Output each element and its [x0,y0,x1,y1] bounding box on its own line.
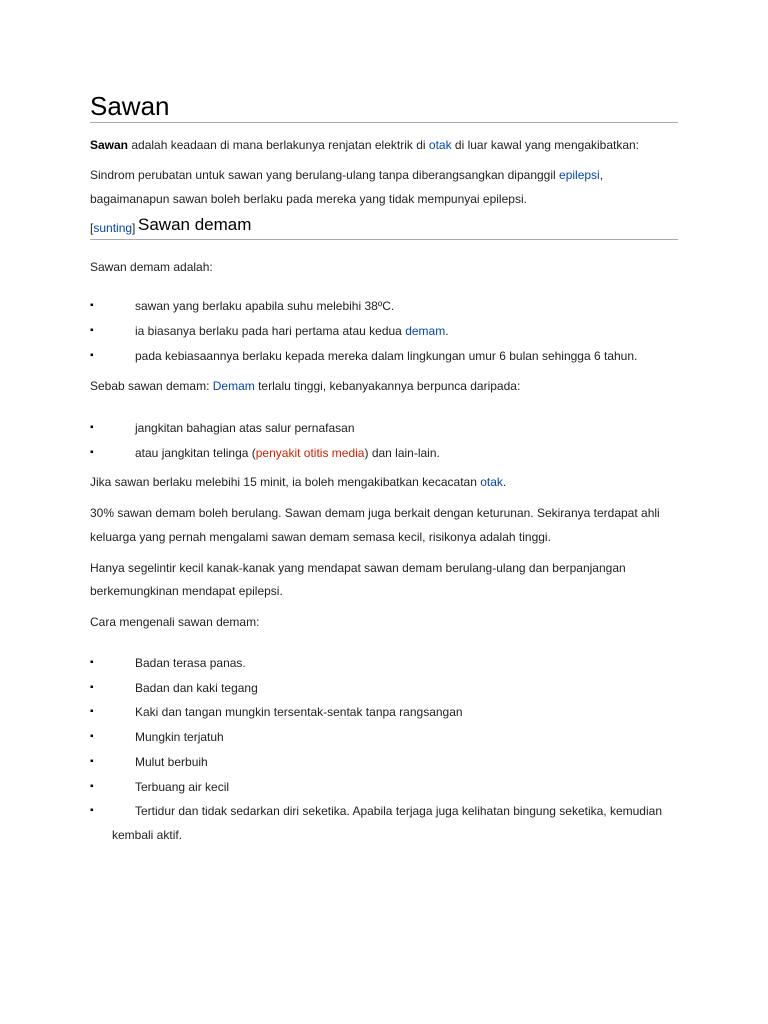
sebab-text: Sebab sawan demam: [90,379,213,393]
bullet: ▪ [90,350,94,361]
bullet: ▪ [90,781,94,792]
bullet: ▪ [90,422,94,433]
recurrence-line-2: keluarga yang pernah mengalami sawan demam semasa kecil, risikonya adalah tinggi. [90,530,551,544]
demam-intro: Sawan demam adalah: [90,260,213,274]
hanya-line-1: Hanya segelintir kecil kanak-kanak yang mendapat sawan demam berulang-ulang dan berpanjangan [90,561,626,575]
edit-bracket-open: [ [90,221,94,235]
list-item: Kaki dan tangan mungkin tersentak-sentak tanpa rangsangan [135,705,463,719]
list-item: Terbuang air kecil [135,780,230,794]
list-item-continuation: kembali aktif. [112,828,183,842]
list-item [135,322,449,340]
syndrome-line-2: bagaimanapun sawan boleh berlaku pada mereka yang tidak mempunyai epilepsi. [90,192,527,206]
bullet: ▪ [90,657,94,668]
page-title: Sawan [90,90,678,123]
epilepsi-link[interactable]: epilepsi [559,168,600,182]
otak-link[interactable]: otak [428,138,452,152]
list-item: Mungkin terjatuh [135,730,224,744]
syndrome-line-1 [90,166,603,184]
recurrence-line-1: 30% sawan demam boleh berulang. Sawan demam juga berkait dengan keturunan. Sekiranya terdapat ahli [90,506,660,520]
jika-text: Jika sawan berlaku melebihi 15 minit, ia boleh mengakibatkan kecacatan [90,475,481,489]
section-title: Sawan demam [138,215,252,234]
edit-section-link[interactable]: sunting [93,221,133,235]
cara-paragraph: Cara mengenali sawan demam: [90,615,260,629]
hanya-line-2: berkemungkinan mendapat epilepsi. [90,584,283,598]
list-item: sawan yang berlaku apabila suhu melebihi 38ºC. [135,299,395,313]
intro-text: adalah keadaan di mana berlakunya renjatan elektrik di [128,138,429,152]
bullet: ▪ [90,325,94,336]
jika-paragraph [90,473,506,491]
jika-period: . [502,475,507,489]
syndrome-comma: , [599,168,604,182]
bullet: ▪ [90,300,94,311]
bullet: ▪ [90,706,94,717]
intro-paragraph [90,136,639,154]
intro-bold-term: Sawan [90,138,129,152]
edit-bracket-close: ] [132,221,136,235]
otak-link-2[interactable]: otak [480,475,503,489]
edit-section [90,221,135,235]
bullet: ▪ [90,756,94,767]
intro-text-end: di luar kawal yang mengakibatkan: [451,138,640,152]
list-item: pada kebiasaannya berlaku kepada mereka dalam lingkungan umur 6 bulan sehingga 6 tahun. [135,349,638,363]
list-item: jangkitan bahagian atas salur pernafasan [135,421,355,435]
list-item-text: atau jangkitan telinga ( [135,446,256,460]
list-item-text: ia biasanya berlaku pada hari pertama atau kedua [135,324,406,338]
bullet: ▪ [90,682,94,693]
list-item: Tertidur dan tidak sedarkan diri seketika. Apabila terjaga juga kelihatan bingung seketika, kemudian [135,804,662,818]
bullet: ▪ [90,731,94,742]
list-item: Mulut berbuih [135,755,208,769]
bullet: ▪ [90,447,94,458]
list-item [135,444,440,462]
sebab-paragraph [90,377,520,395]
section-heading [90,214,678,240]
list-item-period: . [445,324,449,338]
list-item-text-end: ) dan lain-lain. [364,446,440,460]
syndrome-text: Sindrom perubatan untuk sawan yang berulang-ulang tanpa diberangsangkan dipanggil [90,168,560,182]
list-item: Badan dan kaki tegang [135,681,258,695]
bullet: ▪ [90,805,94,816]
demam-link[interactable]: demam [405,324,446,338]
otitis-media-link[interactable]: penyakit otitis media [255,446,365,460]
list-item: Badan terasa panas. [135,656,246,670]
demam-cause-link[interactable]: Demam [212,379,255,393]
sebab-text-end: terlalu tinggi, kebanyakannya berpunca daripada: [254,379,521,393]
